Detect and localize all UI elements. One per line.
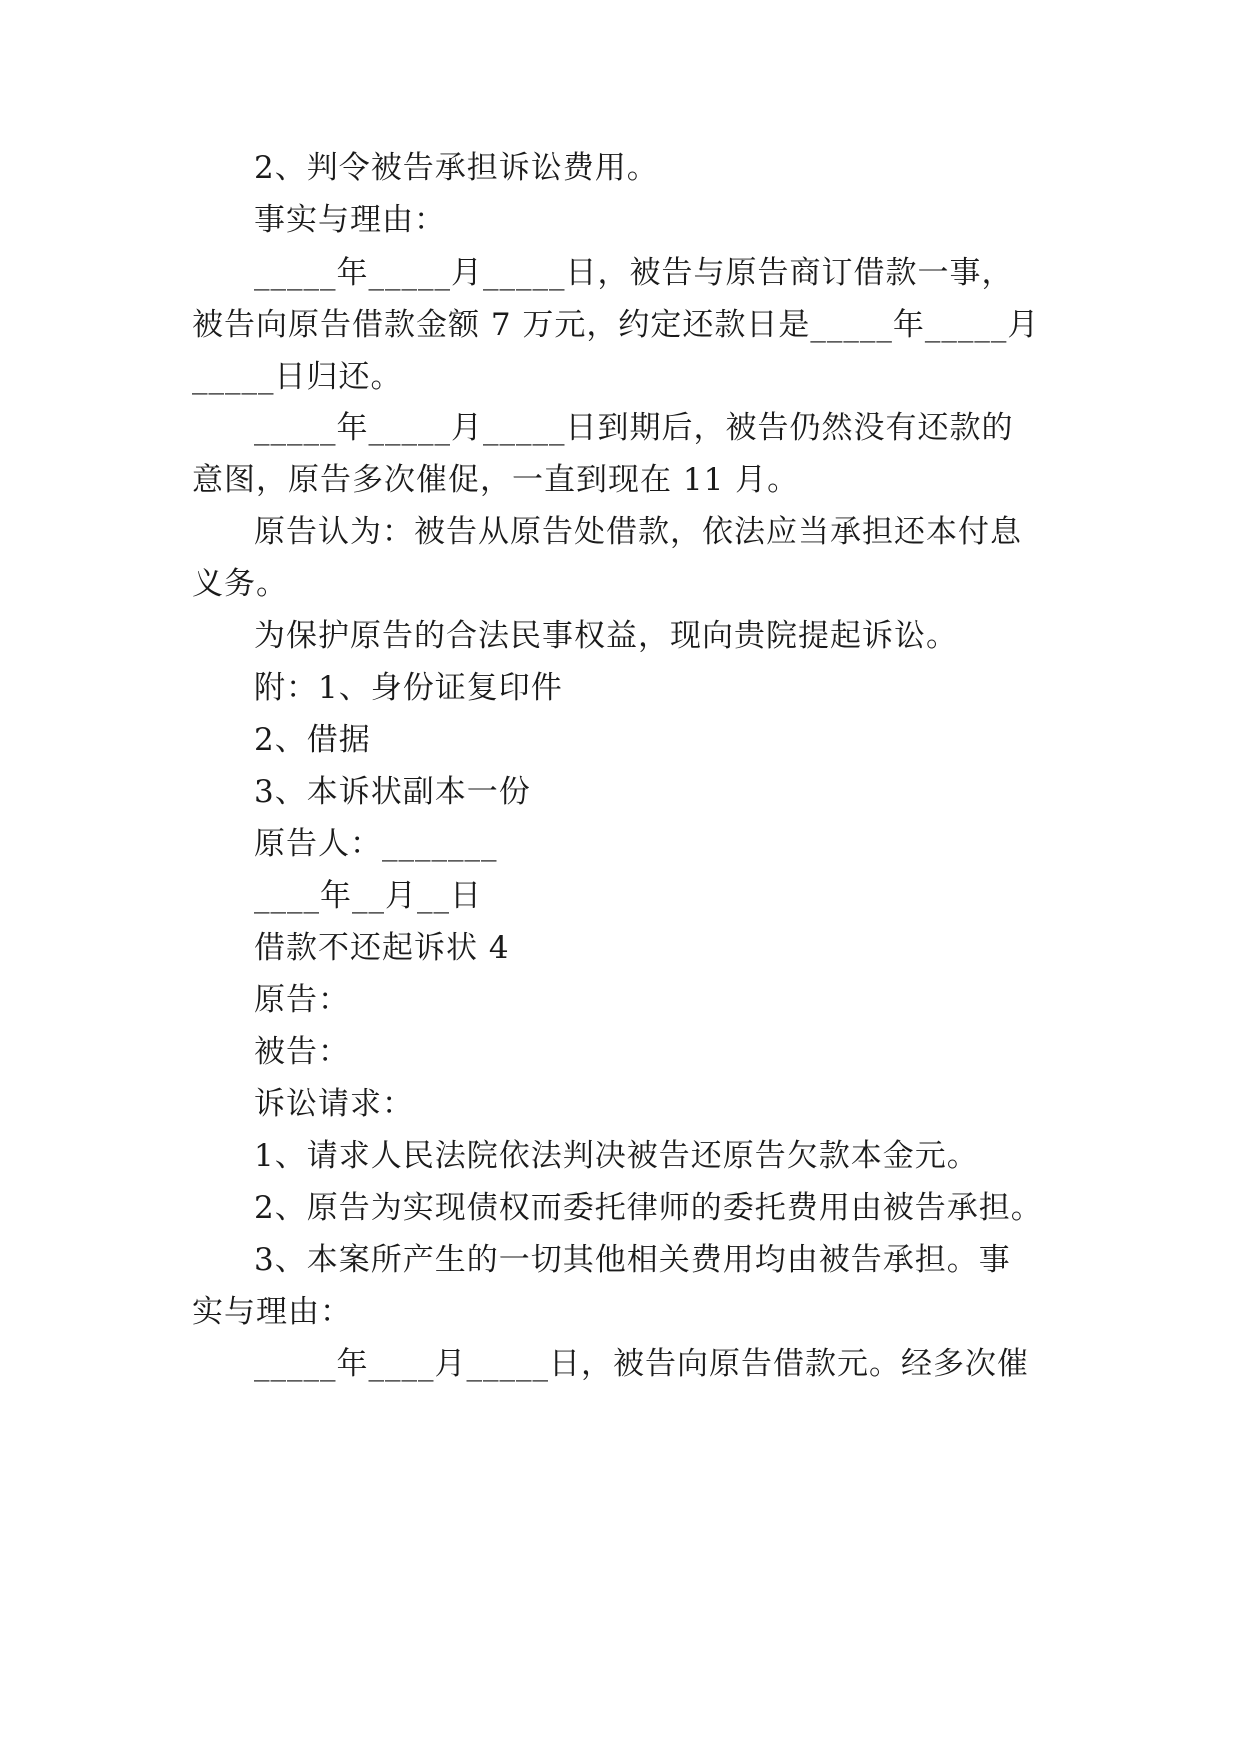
text-line: 诉讼请求：	[254, 1086, 414, 1122]
text-line: 3、本案所产生的一切其他相关费用均由被告承担。事	[254, 1242, 1011, 1278]
text-line: 事实与理由：	[254, 202, 446, 238]
text-line: _____日归还。	[192, 359, 403, 395]
text-line: 被告：	[254, 1034, 350, 1070]
text-line: 原告：	[254, 982, 350, 1018]
text-line: 为保护原告的合法民事权益，现向贵院提起诉讼。	[254, 618, 958, 654]
text-line: 2、借据	[254, 722, 371, 758]
text-line: 2、原告为实现债权而委托律师的委托费用由被告承担。	[254, 1190, 1043, 1226]
text-line: 原告人：_______	[254, 826, 498, 862]
text-line: ____年__月__日	[254, 878, 482, 914]
text-line: 义务。	[192, 566, 288, 602]
text-line: _____年____月_____日，被告向原告借款元。经多次催	[254, 1346, 1029, 1382]
text-line: _____年_____月_____日，被告与原告商订借款一事，	[254, 255, 1014, 291]
text-line: 被告向原告借款金额 7 万元，约定还款日是_____年_____月	[192, 307, 1040, 343]
text-line: 1、请求人民法院依法判决被告还原告欠款本金元。	[254, 1138, 979, 1174]
text-line: 附：1、身份证复印件	[254, 670, 563, 706]
text-line: 借款不还起诉状 4	[254, 930, 510, 966]
text-line: 实与理由：	[192, 1294, 352, 1330]
text-line: 2、判令被告承担诉讼费用。	[254, 150, 659, 186]
text-line: 原告认为：被告从原告处借款，依法应当承担还本付息	[254, 514, 1022, 550]
text-line: 3、本诉状副本一份	[254, 774, 531, 810]
text-line: 意图，原告多次催促，一直到现在 11 月。	[192, 462, 800, 498]
text-line: _____年_____月_____日到期后，被告仍然没有还款的	[254, 410, 1014, 446]
